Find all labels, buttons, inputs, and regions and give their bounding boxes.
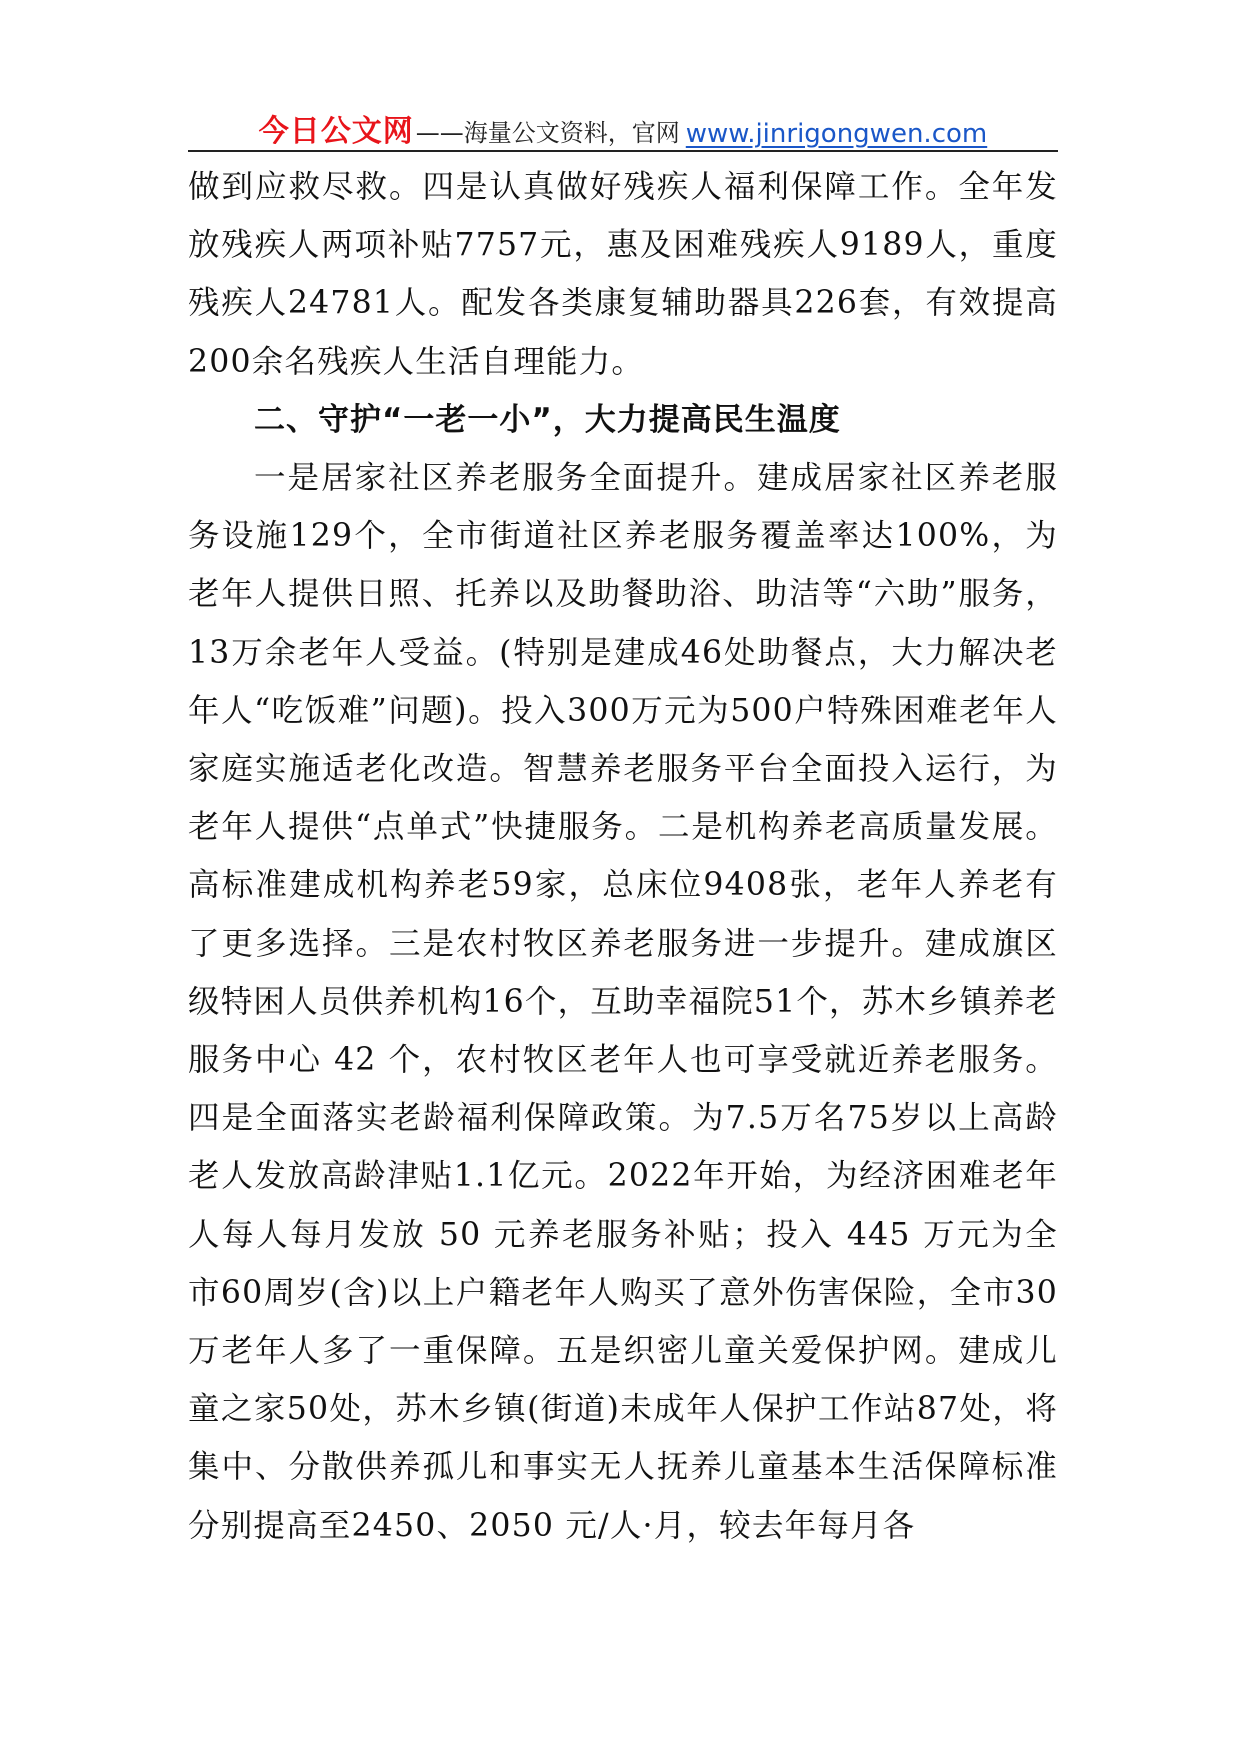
header-divider — [188, 150, 1058, 152]
site-brand-logo: 今日公文网 — [258, 114, 414, 149]
section-heading: 二、守护“一老一小”，大力提高民生温度 — [254, 401, 841, 438]
site-url-link[interactable]: www.jinrigongwen.com — [685, 119, 988, 149]
page-header — [188, 108, 1058, 150]
body-paragraph-continued: 做到应救尽救。四是认真做好残疾人福利保障工作。全年发放残疾人两项补贴7757元，惠及困难残疾人9189人，重度残疾人24781人。配发各类康复辅助器具226套，有效提高200余名残疾人生活自理能力。 — [188, 169, 1058, 380]
document-body — [188, 158, 1058, 1555]
header-tagline: ——海量公文资料，官网 — [415, 119, 680, 147]
body-paragraph-main: 一是居家社区养老服务全面提升。建成居家社区养老服务设施129个，全市街道社区养老服务覆盖率达100%，为老年人提供日照、托养以及助餐助浴、助洁等“六助”服务，13万余老年人受益。(特别是建成46处助餐点，大力解决老年人“吃饭难”问题)。投入300万元为500户特殊困难老年人家庭实施适老化改造。智慧养老服务平台全面投入运行，为老年人提供“点单式”快捷服务。二是机构养老高质量发展。高标准建成机构养老59家，总床位9408张，老年人养老有了更多选择。三是农村牧区养老服务进一步提升。建成旗区级特困人员供养机构16个，互助幸福院51个，苏木乡镇养老服务中心 42 个，农村牧区老年人也可享受就近养老服务。四是全面落实老龄福利保障政策。为7.5万名75岁以上高龄老人发放高龄津贴1.1亿元。2022年开始，为经济困难老年人每人每月发放 50 元养老服务补贴；投入 445 万元为全市60周岁(含)以上户籍老年人购买了意外伤害保险，全市30万老年人多了一重保障。五是织密儿童关爱保护网。建成儿童之家50处，苏木乡镇(街道)未成年人保护工作站87处，将集中、分散供养孤儿和事实无人抚养儿童基本生活保障标准分别提高至2450、2050 元/人·月，较去年每月各 — [188, 460, 1058, 1544]
